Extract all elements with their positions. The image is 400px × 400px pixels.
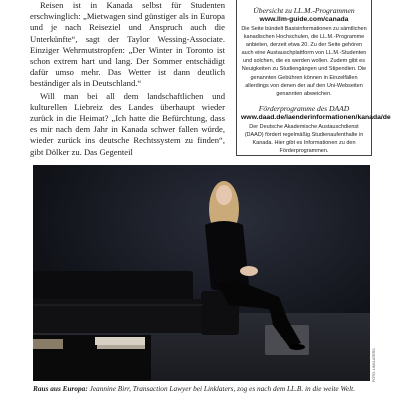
photo-book-2 [97, 345, 145, 349]
photo-jacket [205, 221, 249, 291]
caption-lead: Raus aus Europa: [33, 384, 88, 393]
article-paragraph-1: Reisen ist in Kanada selbst für Studenten erschwinglich: „Mietwagen sind günstiger als in Europa und je nach Reiseziel und Anspruch auch die Unterkünfte“, sagt der Taylor Wessing-Associate. Einziger Wehrmutstropfen: „Der Winter in Toronto ist schon extrem hart und lang. Der Sommer entschädigt dafür umso mehr. Das Wetter ist dann deutlich beständiger als in Deutschland.“ [30, 0, 225, 89]
photo-shoe [289, 344, 305, 350]
info-section-text: Die Seite bündelt Basisinformationen zu sämtlichen kanadischen Hochschulen, die LL.M.-Programme anbieten, derzeit etwa 20. Zu der Seite gehören auch eine Austauschplattform von LL.M.-Studenten und solchen, die es werden wollen. Zudem gibt es Neuigkeiten zu Studiengängen und Stipendien. Die genannten Gebühren können in Einzelfällen allerdings von denen der auf den Uni-Webseiten genannten abweichen. [241, 26, 367, 97]
info-box [236, 0, 391, 156]
photo-face [216, 185, 232, 205]
info-section-llm-guide [241, 6, 367, 98]
photo-credit: FOTO: LINKLATERS [372, 348, 376, 382]
photo-book-1 [95, 337, 145, 345]
info-section-title: Förderprogramme des DAAD [258, 103, 350, 113]
info-section-text: Der Deutsche Akademische Austauschdienst (DAAD) fördert regelmäßig Studienaufenthalte in Kanada. Hier gibt es Informationen zu den Förderprogrammen. [244, 123, 364, 155]
photo-book-3 [33, 339, 63, 349]
info-section-link[interactable]: www.daad.de/laenderinformationen/kanada/de [241, 113, 391, 121]
info-section-daad [241, 103, 391, 155]
photo-hands [240, 266, 258, 276]
photo-illustration [33, 165, 370, 381]
article-paragraph-2: Will man bei all dem landschaftlichen und kulturellen Liebreiz des Landes überhaupt wieder zurück in die Heimat? „Ich hatte die Befürchtung, dass es mir nach dem Jahr in Kanada schwer fallen würde, wieder zurück ins deutsche Rechtssystem zu finden“, gibt Dölker zu. Das Gegenteil [30, 90, 225, 157]
info-section-link[interactable]: www.llm-guide.com/canada [259, 16, 349, 23]
caption-text: Jeannine Birr, Transaction Lawyer bei Linklaters, zog es nach dem LL.B. in die weite Welt. [87, 384, 356, 393]
article-text-column [30, 0, 225, 162]
info-section-title: Übersicht zu LL.M.-Programmen [253, 6, 355, 15]
photo-sofa-seat [33, 299, 205, 333]
photo-sofa-back [33, 271, 193, 303]
article-photo [33, 165, 370, 381]
photo-caption [33, 384, 378, 393]
